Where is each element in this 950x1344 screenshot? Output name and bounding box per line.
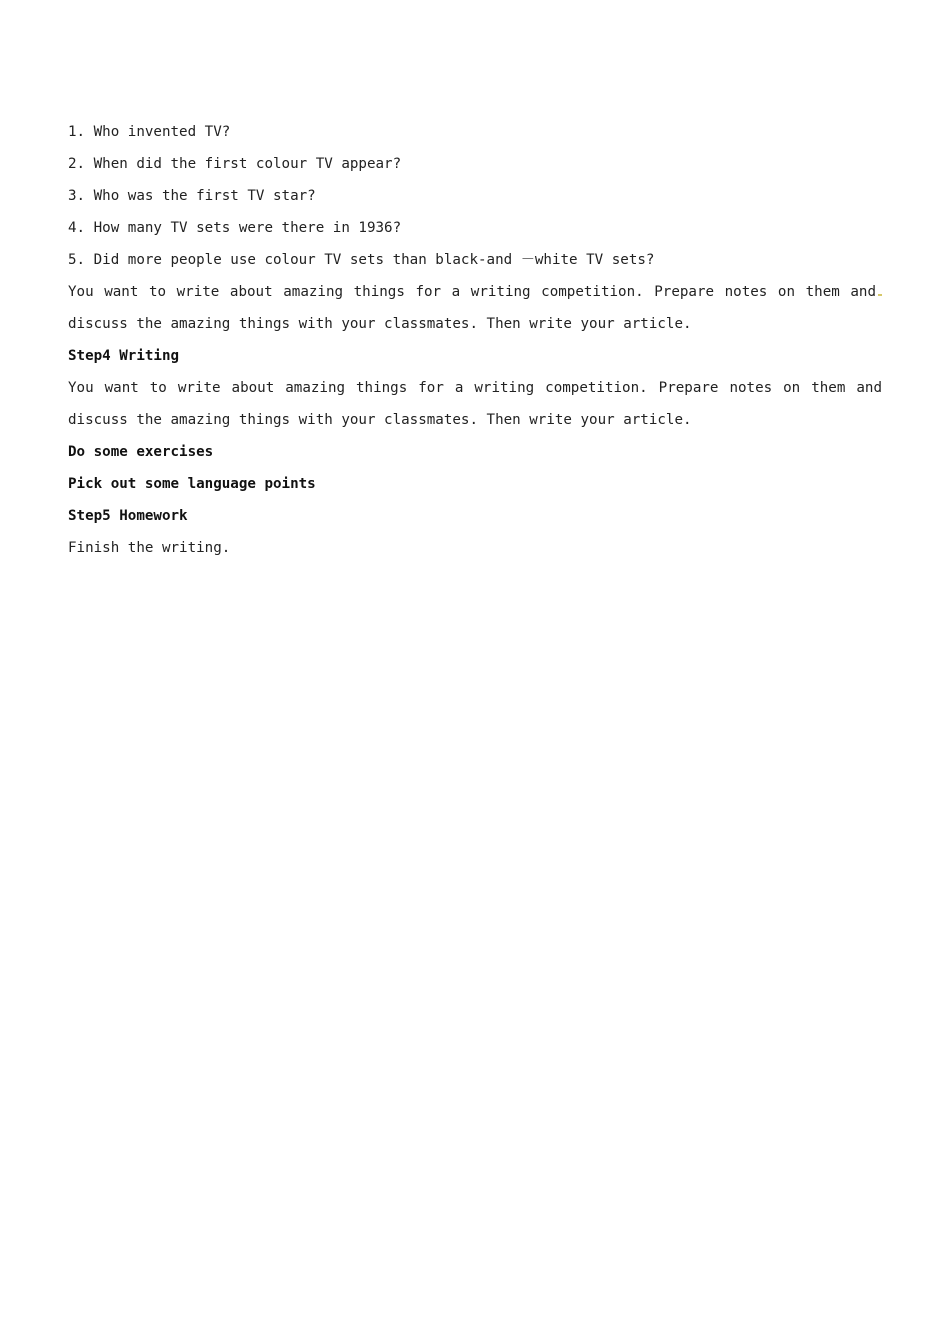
document-body bbox=[68, 116, 882, 564]
task-paragraph-line-2: discuss the amazing things with your classmates. Then write your article. bbox=[68, 316, 692, 332]
step5-heading: Step5 Homework bbox=[68, 508, 188, 524]
question-3: 3. Who was the first TV star? bbox=[68, 188, 316, 204]
exercises-heading: Do some exercises bbox=[68, 444, 214, 460]
step4-paragraph-line-2: discuss the amazing things with your classmates. Then write your article. bbox=[68, 412, 692, 428]
edit-mark-icon bbox=[878, 294, 882, 296]
language-points-heading: Pick out some language points bbox=[68, 476, 316, 492]
question-2: 2. When did the first colour TV appear? bbox=[68, 156, 402, 172]
homework-text: Finish the writing. bbox=[68, 540, 231, 556]
question-5: 5. Did more people use colour TV sets than black-and －white TV sets? bbox=[68, 252, 655, 268]
step4-paragraph-line-1: You want to write about amazing things for a writing competition. Prepare notes on them and bbox=[68, 380, 882, 396]
question-1: 1. Who invented TV? bbox=[68, 124, 231, 140]
task-paragraph-line-1-text: You want to write about amazing things for a writing competition. Prepare notes on them and bbox=[68, 284, 876, 300]
step4-heading: Step4 Writing bbox=[68, 348, 180, 364]
question-4: 4. How many TV sets were there in 1936? bbox=[68, 220, 402, 236]
task-paragraph-line-1 bbox=[68, 276, 882, 308]
